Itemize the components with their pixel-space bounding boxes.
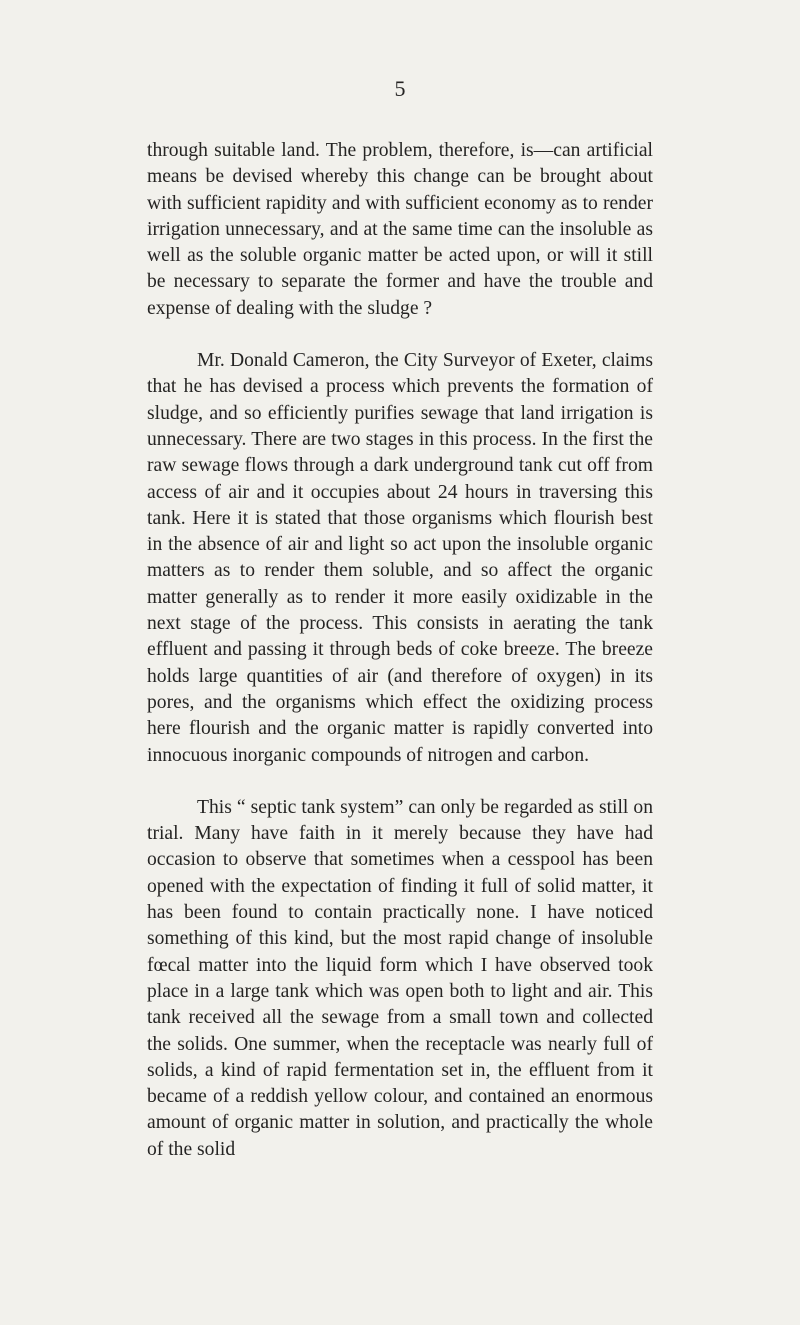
page-number: 5 <box>394 76 406 101</box>
paragraph-septic-tank-system: This “ septic tank system” can only be regarded as still on trial. Many have faith in it merely because they have had occasion to observe that sometimes when a cesspool has been opened with the expectation of finding it full of solid matter, it has been found to contain practically none. I have noticed something of this kind, but the most rapid change of insoluble fœcal matter into the liquid form which I have observed took place in a large tank which was open both to light and air. This tank received all the sewage from a small town and collected the solids. One summer, when the receptacle was nearly full of solids, a kind of rapid fermentation set in, the effluent from it became of a reddish yellow colour, and contained an enormous amount of organic matter in solution, and practically the whole of the solid <box>147 796 653 1160</box>
paragraph-continuation: through suitable land. The problem, therefore, is—can artificial means be devised whereby this change can be brought about with sufficient rapidity and with sufficient economy as to render irrigation unnecessary, and at the same time can the insoluble as well as the soluble organic matter be acted upon, or will it still be necessary to separate the former and have the trouble and expense of dealing with the sludge ? <box>147 140 653 319</box>
paragraph-cameron-process: Mr. Donald Cameron, the City Surveyor of Exeter, claims that he has devised a process which prevents the formation of sludge, and so efficiently purifies sewage that land irrigation is unnecessary. There are two stages in this process. In the first the raw sewage flows through a dark underground tank cut off from access of air and it occupies about 24 hours in traversing this tank. Here it is stated that those organisms which flourish best in the absence of air and light so act upon the insoluble organic matters as to render them soluble, and so affect the organic matter generally as to render it more easily oxidizable in the next stage of the process. This consists in aerating the tank effluent and passing it through beds of coke breeze. The breeze holds large quantities of air (and therefore of oxygen) in its pores, and the organisms which effect the oxidizing process here flourish and the organic matter is rapidly converted into innocuous inorganic compounds of nitrogen and carbon. <box>147 350 653 766</box>
body-text <box>147 138 653 1163</box>
